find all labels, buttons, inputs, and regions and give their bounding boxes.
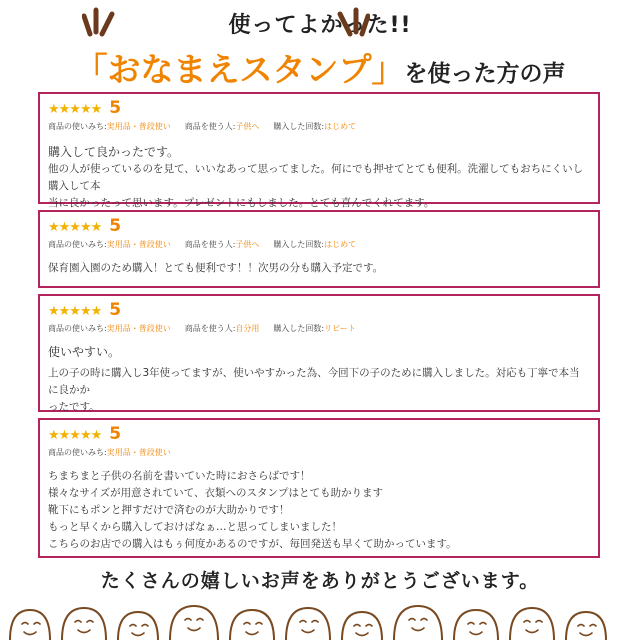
star-rating-icon: ★★★★★ [48,102,102,117]
rating-score: 5 [109,300,122,320]
smiling-faces-illustration [0,596,640,640]
review-card [38,294,600,412]
count-value: はじめて [324,122,357,131]
review-meta [48,323,590,334]
review-line: 保育園入園のため購入！とても便利です！！次男の分も購入予定です。 [48,262,384,274]
rating-row [48,216,590,236]
review-title: 使いやすい。 [48,345,121,359]
count-value: リピート [324,324,356,333]
user-label: 商品を使う人: [184,324,236,333]
usage-value: 実用品・普段使い [106,324,171,333]
count-label: 購入した回数: [273,240,325,249]
rating-row [48,300,590,320]
count-label: 購入した回数: [273,122,325,131]
rating-score: 5 [109,216,122,236]
review-card [38,92,600,209]
rating-score: 5 [109,424,122,444]
review-card [38,210,600,288]
usage-label: 商品の使いみち: [48,324,107,333]
review-line: ったです。 [48,401,100,413]
user-value: 子供へ [235,122,260,131]
review-line: 様々なサイズが用意されていて、衣類へのスタンプはとても助かります [48,487,383,499]
star-rating-icon: ★★★★★ [48,428,102,443]
star-rating-icon: ★★★★★ [48,220,102,235]
header-subtitle [0,44,640,91]
star-rating-icon: ★★★★★ [48,304,102,319]
usage-value: 実用品・普段使い [106,448,171,457]
review-line: 靴下にもポンと押すだけで済むのが大助かりです！ [48,504,290,516]
count-label: 購入した回数: [273,324,325,333]
usage-value: 実用品・普段使い [106,122,171,131]
review-meta [48,121,590,132]
rating-row [48,424,590,444]
user-label: 商品を使う人: [184,122,236,131]
rating-score: 5 [109,98,122,118]
review-card [38,418,600,558]
review-line: ちまちまと子供の名前を書いていた時におさらばです！ [48,470,311,482]
header-subtitle-rest: を使った方の声 [404,61,566,87]
user-value: 自分用 [235,324,260,333]
usage-label: 商品の使いみち: [48,122,107,131]
rating-row [48,98,590,118]
review-line: 上の子の時に購入し3年使ってますが、使いやすかった為、今回下の子のために購入しました。対応も丁寧で本当に良かか [48,367,580,396]
review-title: 購入して良かったです。 [48,145,180,159]
review-meta [48,447,590,458]
user-value: 子供へ [235,240,260,249]
review-line: 他の人が使っているのを見て、いいなあって思ってました。何にでも押せてとても便利。洗濯してもおちにくいし購入して本 [48,163,584,192]
review-line: 当に良かったって思います。プレゼントにもしました。とても喜んでくれてます。 [48,197,435,209]
review-line: こちらのお店での購入はもぅ何度かあるのですが、毎回発送も早くて助かっています。 [48,538,457,550]
product-name: 「おなまえスタンプ」 [74,50,405,89]
usage-label: 商品の使いみち: [48,240,107,249]
thank-you-message: たくさんの嬉しいお声をありがとうございます。 [100,570,540,592]
usage-value: 実用品・普段使い [106,240,171,249]
count-value: はじめて [324,240,357,249]
burst-icon [330,4,370,40]
user-label: 商品を使う人: [184,240,236,249]
review-meta [48,239,590,250]
header-title: 使ってよかった!! [228,13,412,38]
review-line: もっと早くから購入しておけばなぁ…と思ってしまいました！ [48,521,342,533]
usage-label: 商品の使いみち: [48,448,107,457]
